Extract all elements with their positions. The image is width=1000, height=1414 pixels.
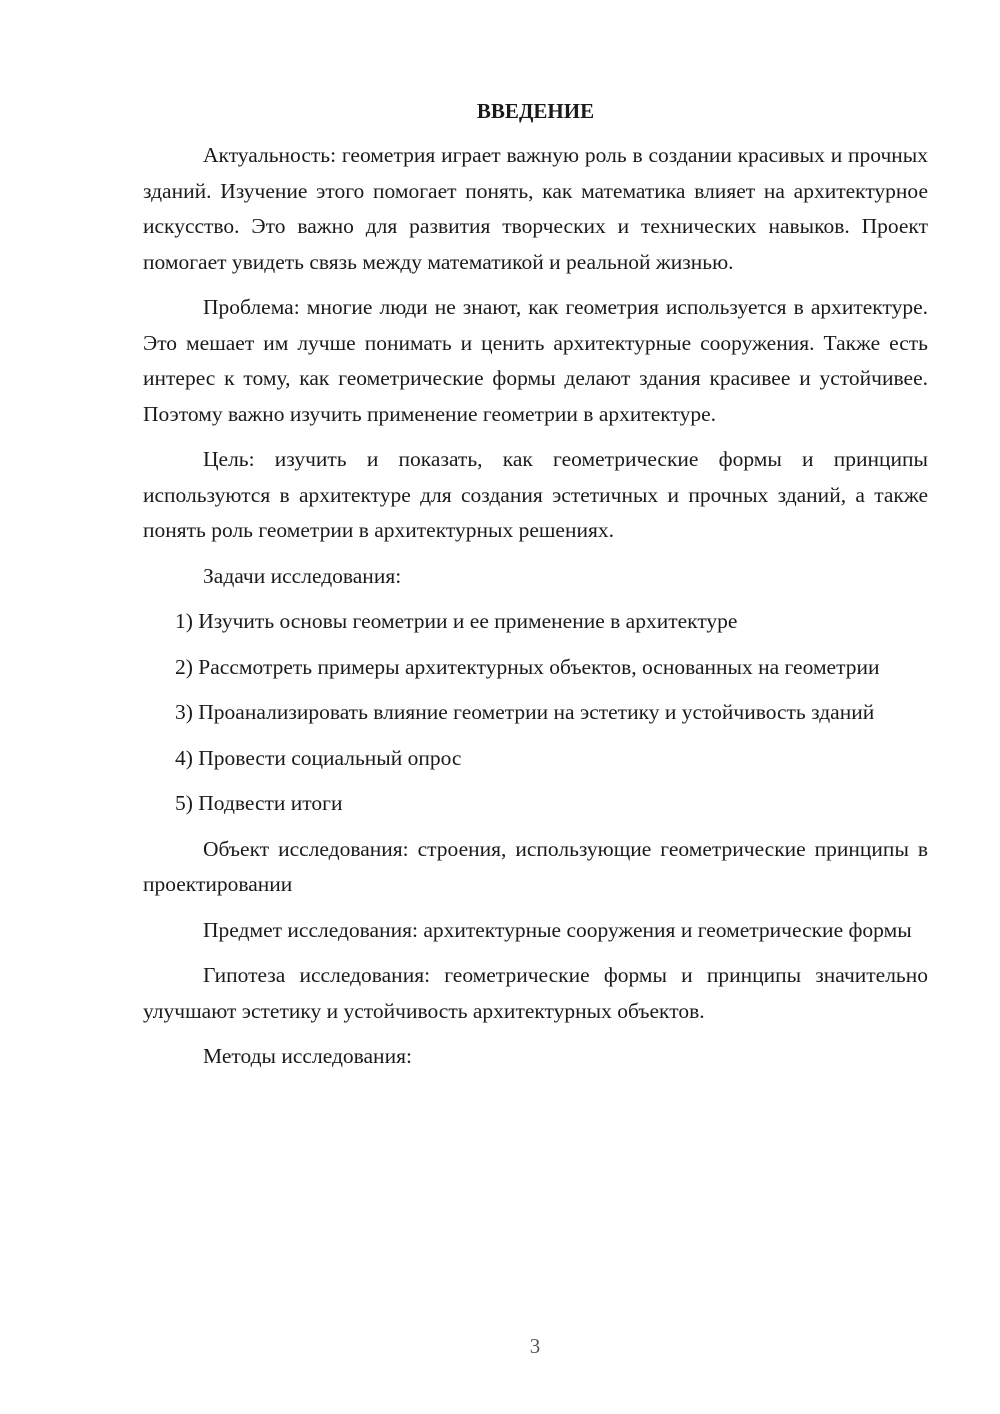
document-page <box>143 96 928 1085</box>
paragraph-problem: Проблема: многие люди не знают, как геометрия используется в архитектуре. Это мешает им лучше понимать и ценить архитектурные сооружения. Также есть интерес к тому, как геометрические формы делают здания красивее и устойчивее. Поэтому важно изучить применение геометрии в архитектуре. <box>143 295 928 426</box>
paragraph-relevance: Актуальность: геометрия играет важную роль в создании красивых и прочных зданий. Изучение этого помогает понять, как математика влияет на архитектурное искусство. Это важно для развития творческих и технических навыков. Проект помогает увидеть связь между математикой и реальной жизнью. <box>143 143 928 274</box>
section-title: ВВЕДЕНИЕ <box>476 99 595 123</box>
paragraph-goal: Цель: изучить и показать, как геометрические формы и принципы используются в архитектуре для создания эстетичных и прочных зданий, а также понять роль геометрии в архитектурных решениях. <box>143 447 928 542</box>
page-number: 3 <box>529 1334 541 1358</box>
task-item-4: 4) Провести социальный опрос <box>175 745 462 770</box>
paragraph-subject: Предмет исследования: архитектурные сооружения и геометрические формы <box>203 917 912 942</box>
task-item-3: 3) Проанализировать влияние геометрии на эстетику и устойчивость зданий <box>175 700 875 724</box>
task-item-1: 1) Изучить основы геометрии и ее применение в архитектуре <box>175 609 738 633</box>
paragraph-tasks-heading: Задачи исследования: <box>203 563 402 588</box>
paragraph-hypothesis: Гипотеза исследования: геометрические формы и принципы значительно улучшают эстетику и устойчивость архитектурных объектов. <box>143 963 928 1023</box>
paragraph-methods: Методы исследования: <box>203 1044 412 1068</box>
paragraph-object: Объект исследования: строения, использующие геометрические принципы в проектировании <box>143 836 928 896</box>
task-item-2: 2) Рассмотреть примеры архитектурных объектов, основанных на геометрии <box>175 654 880 679</box>
task-item-5: 5) Подвести итоги <box>175 791 343 815</box>
